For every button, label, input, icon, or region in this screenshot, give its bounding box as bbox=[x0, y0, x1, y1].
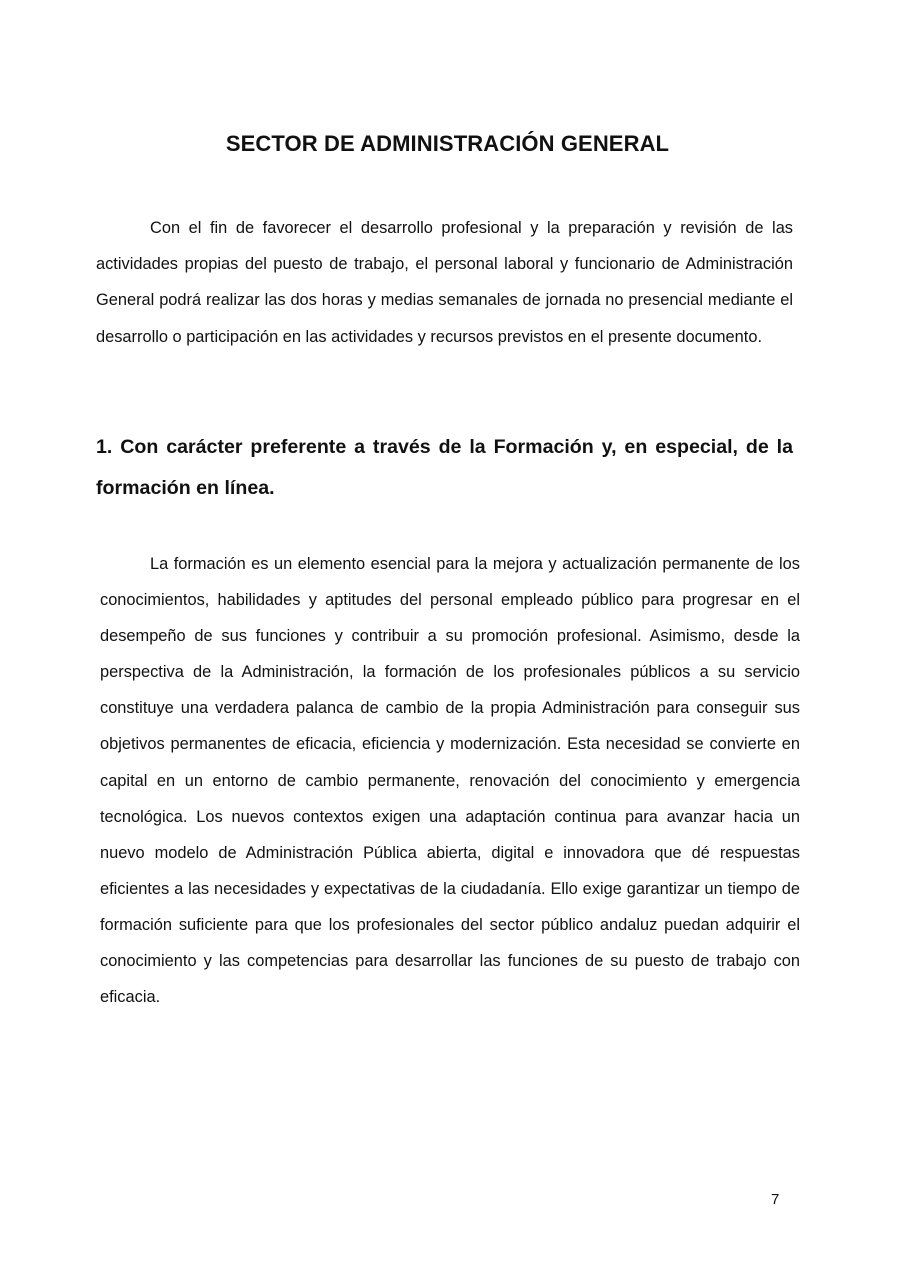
section-paragraph: La formación es un elemento esencial para la mejora y actualización permanente de los conocimientos, habilidades y aptitudes del personal empleado público para progresar en el desempeño de sus funciones y contribuir a su promoción profesional. Asimismo, desde la perspectiva de la Administración, la formación de los profesionales públicos a su servicio constituye una verdadera palanca de cambio de la propia Administración para conseguir sus objetivos permanentes de eficacia, eficiencia y modernización. Esta necesidad se convierte en capital en un entorno de cambio permanente, renovación del conocimiento y emergencia tecnológica. Los nuevos contextos exigen una adaptación continua para avanzar hacia un nuevo modelo de Administración Pública abierta, digital e innovadora que dé respuestas eficientes a las necesidades y expectativas de la ciudadanía. Ello exige garantizar un tiempo de formación suficiente para que los profesionales del sector público andaluz puedan adquirir el conocimiento y las competencias para desarrollar las funciones de su puesto de trabajo con eficacia. bbox=[100, 555, 800, 1007]
intro-paragraph: Con el fin de favorecer el desarrollo profesional y la preparación y revisión de las actividades propias del puesto de trabajo, el personal laboral y funcionario de Administración General podrá realizar las dos horas y medias semanales de jornada no presencial mediante el desarrollo o participación en las actividades y recursos previstos en el presente documento. bbox=[96, 219, 793, 346]
page-number: 7 bbox=[771, 1191, 780, 1208]
section-heading-tail: . bbox=[269, 477, 275, 499]
section-heading-bold-text: 1. Con carácter preferente a través de la Formación y, en especial, de la formación en línea bbox=[96, 436, 793, 499]
section-heading bbox=[96, 427, 793, 509]
page-title: SECTOR DE ADMINISTRACIÓN GENERAL bbox=[225, 131, 670, 156]
